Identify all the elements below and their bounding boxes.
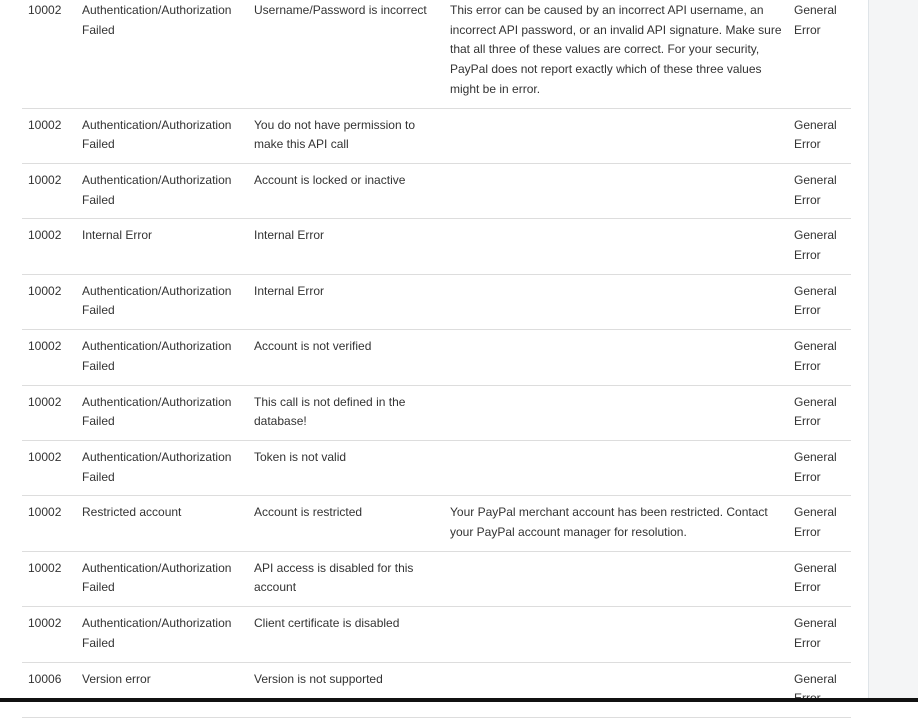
table-row bbox=[22, 551, 851, 606]
error-code: 10002 bbox=[22, 219, 76, 274]
short-message: Authentication/Authorization Failed bbox=[76, 274, 248, 329]
severity: General Error bbox=[788, 496, 851, 551]
error-code: 10002 bbox=[22, 440, 76, 495]
long-message: Internal Error bbox=[248, 219, 444, 274]
long-message: API access is disabled for this account bbox=[248, 551, 444, 606]
long-message: Account is locked or inactive bbox=[248, 163, 444, 218]
additional-information bbox=[444, 219, 788, 274]
additional-information: Your PayPal merchant account has been restricted. Contact your PayPal account manager for resolution. bbox=[444, 496, 788, 551]
table-row bbox=[22, 163, 851, 218]
long-message: This call is not defined in the database! bbox=[248, 385, 444, 440]
error-codes-table bbox=[22, 0, 851, 718]
table-row bbox=[22, 607, 851, 662]
short-message: Authentication/Authorization Failed bbox=[76, 0, 248, 108]
severity: General Error bbox=[788, 607, 851, 662]
table-row bbox=[22, 274, 851, 329]
severity: General Error bbox=[788, 551, 851, 606]
short-message: Authentication/Authorization Failed bbox=[76, 385, 248, 440]
error-code: 10002 bbox=[22, 607, 76, 662]
short-message: Internal Error bbox=[76, 219, 248, 274]
long-message: Account is not verified bbox=[248, 330, 444, 385]
error-code: 10002 bbox=[22, 330, 76, 385]
long-message: Token is not valid bbox=[248, 440, 444, 495]
additional-information bbox=[444, 551, 788, 606]
short-message: Authentication/Authorization Failed bbox=[76, 163, 248, 218]
table-row bbox=[22, 108, 851, 163]
window-bottom-edge bbox=[0, 698, 918, 702]
table-row bbox=[22, 330, 851, 385]
short-message: Authentication/Authorization Failed bbox=[76, 607, 248, 662]
short-message: Authentication/Authorization Failed bbox=[76, 330, 248, 385]
short-message: Restricted account bbox=[76, 496, 248, 551]
additional-information bbox=[444, 274, 788, 329]
error-code: 10002 bbox=[22, 551, 76, 606]
table-row bbox=[22, 496, 851, 551]
table-row bbox=[22, 662, 851, 717]
table-row bbox=[22, 0, 851, 108]
severity: General Error bbox=[788, 274, 851, 329]
error-code: 10002 bbox=[22, 0, 76, 108]
severity: General Error bbox=[788, 163, 851, 218]
short-message: Authentication/Authorization Failed bbox=[76, 108, 248, 163]
table-row bbox=[22, 440, 851, 495]
error-code: 10002 bbox=[22, 108, 76, 163]
table-row bbox=[22, 385, 851, 440]
long-message: Version is not supported bbox=[248, 662, 444, 717]
additional-information bbox=[444, 330, 788, 385]
severity: General Error bbox=[788, 108, 851, 163]
short-message: Version error bbox=[76, 662, 248, 717]
additional-information bbox=[444, 385, 788, 440]
additional-information bbox=[444, 163, 788, 218]
additional-information: This error can be caused by an incorrect API username, an incorrect API password, or an invalid API signature. Make sure that all three of these values are correct. For your security, PayPal does not report exactly which of these three values might be in error. bbox=[444, 0, 788, 108]
additional-information bbox=[444, 662, 788, 717]
error-code: 10002 bbox=[22, 163, 76, 218]
severity: General Error bbox=[788, 440, 851, 495]
table-row bbox=[22, 219, 851, 274]
severity: General Error bbox=[788, 385, 851, 440]
error-code: 10002 bbox=[22, 274, 76, 329]
severity: General Error bbox=[788, 219, 851, 274]
additional-information bbox=[444, 607, 788, 662]
short-message: Authentication/Authorization Failed bbox=[76, 551, 248, 606]
page-side-gutter bbox=[869, 0, 918, 698]
long-message: Username/Password is incorrect bbox=[248, 0, 444, 108]
additional-information bbox=[444, 440, 788, 495]
long-message: Client certificate is disabled bbox=[248, 607, 444, 662]
error-code: 10006 bbox=[22, 662, 76, 717]
severity: General Error bbox=[788, 330, 851, 385]
additional-information bbox=[444, 108, 788, 163]
error-code: 10002 bbox=[22, 385, 76, 440]
long-message: Internal Error bbox=[248, 274, 444, 329]
long-message: You do not have permission to make this API call bbox=[248, 108, 444, 163]
long-message: Account is restricted bbox=[248, 496, 444, 551]
error-code: 10002 bbox=[22, 496, 76, 551]
severity: General Error bbox=[788, 0, 851, 108]
short-message: Authentication/Authorization Failed bbox=[76, 440, 248, 495]
severity: General bbox=[788, 662, 851, 717]
